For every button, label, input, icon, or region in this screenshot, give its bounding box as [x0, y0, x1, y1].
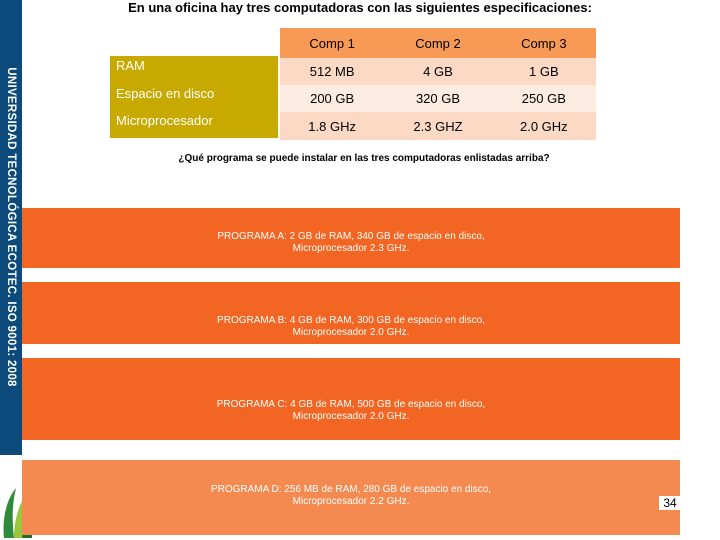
question-text: ¿Qué programa se puede instalar en las tres computadoras enlistadas arriba?: [178, 153, 550, 164]
slide-title: En una oficina hay tres computadoras con las siguientes especificaciones:: [128, 0, 592, 15]
header-comp-1: Comp 1: [280, 28, 384, 58]
option-d-line2: Microprocesador 2.2 GHz.: [292, 496, 410, 507]
option-c-line2: Microprocesador 2.0 GHz.: [292, 411, 410, 422]
option-a-line1: PROGRAMA A: 2 GB de RAM, 340 GB de espacio en disco,: [217, 231, 485, 242]
table-row: [280, 85, 596, 112]
table-header-row: [280, 28, 596, 58]
row-label-ram: [110, 56, 278, 84]
table-cell: 200 GB: [280, 85, 384, 112]
row-label-ram-text: RAM: [116, 58, 145, 73]
specs-table: [280, 28, 596, 140]
row-label-disk: [110, 84, 278, 111]
option-d-line1: PROGRAMA D: 256 MB de RAM, 280 GB de espacio en disco,: [210, 484, 492, 495]
table-cell: 1 GB: [492, 58, 596, 85]
option-b[interactable]: [22, 282, 680, 344]
header-comp-3: Comp 3: [492, 28, 596, 58]
sidebar-banner: [0, 0, 22, 455]
table-cell: 512 MB: [280, 58, 384, 85]
option-a[interactable]: [22, 208, 680, 268]
option-c-line1: PROGRAMA C: 4 GB de RAM, 500 GB de espacio en disco,: [216, 399, 486, 410]
table-row: [280, 112, 596, 140]
option-d[interactable]: [22, 460, 680, 535]
university-name: UNIVERSIDAD TECNOLÓGICA ECOTEC. ISO 9001: 2008: [5, 67, 17, 387]
table-row: [280, 58, 596, 85]
option-b-line1: PROGRAMA B: 4 GB de RAM, 300 GB de espacio en disco,: [217, 315, 485, 326]
row-label-disk-text: Espacio en disco: [116, 86, 215, 101]
row-label-cpu-text: Microprocesador: [116, 113, 213, 128]
table-cell: 4 GB: [384, 58, 491, 85]
option-c[interactable]: [22, 358, 680, 440]
option-b-line2: Microprocesador 2.0 GHz.: [292, 327, 410, 338]
table-cell: 250 GB: [492, 85, 596, 112]
table-cell: 2.3 GHZ: [384, 112, 491, 140]
table-cell: 1.8 GHz: [280, 112, 384, 140]
row-label-cpu: [110, 111, 278, 138]
table-cell: 320 GB: [384, 85, 491, 112]
page-number: 34: [659, 496, 681, 510]
table-cell: 2.0 GHz: [492, 112, 596, 140]
header-comp-2: Comp 2: [384, 28, 491, 58]
option-a-line2: Microprocesador 2.3 GHz.: [292, 243, 410, 254]
